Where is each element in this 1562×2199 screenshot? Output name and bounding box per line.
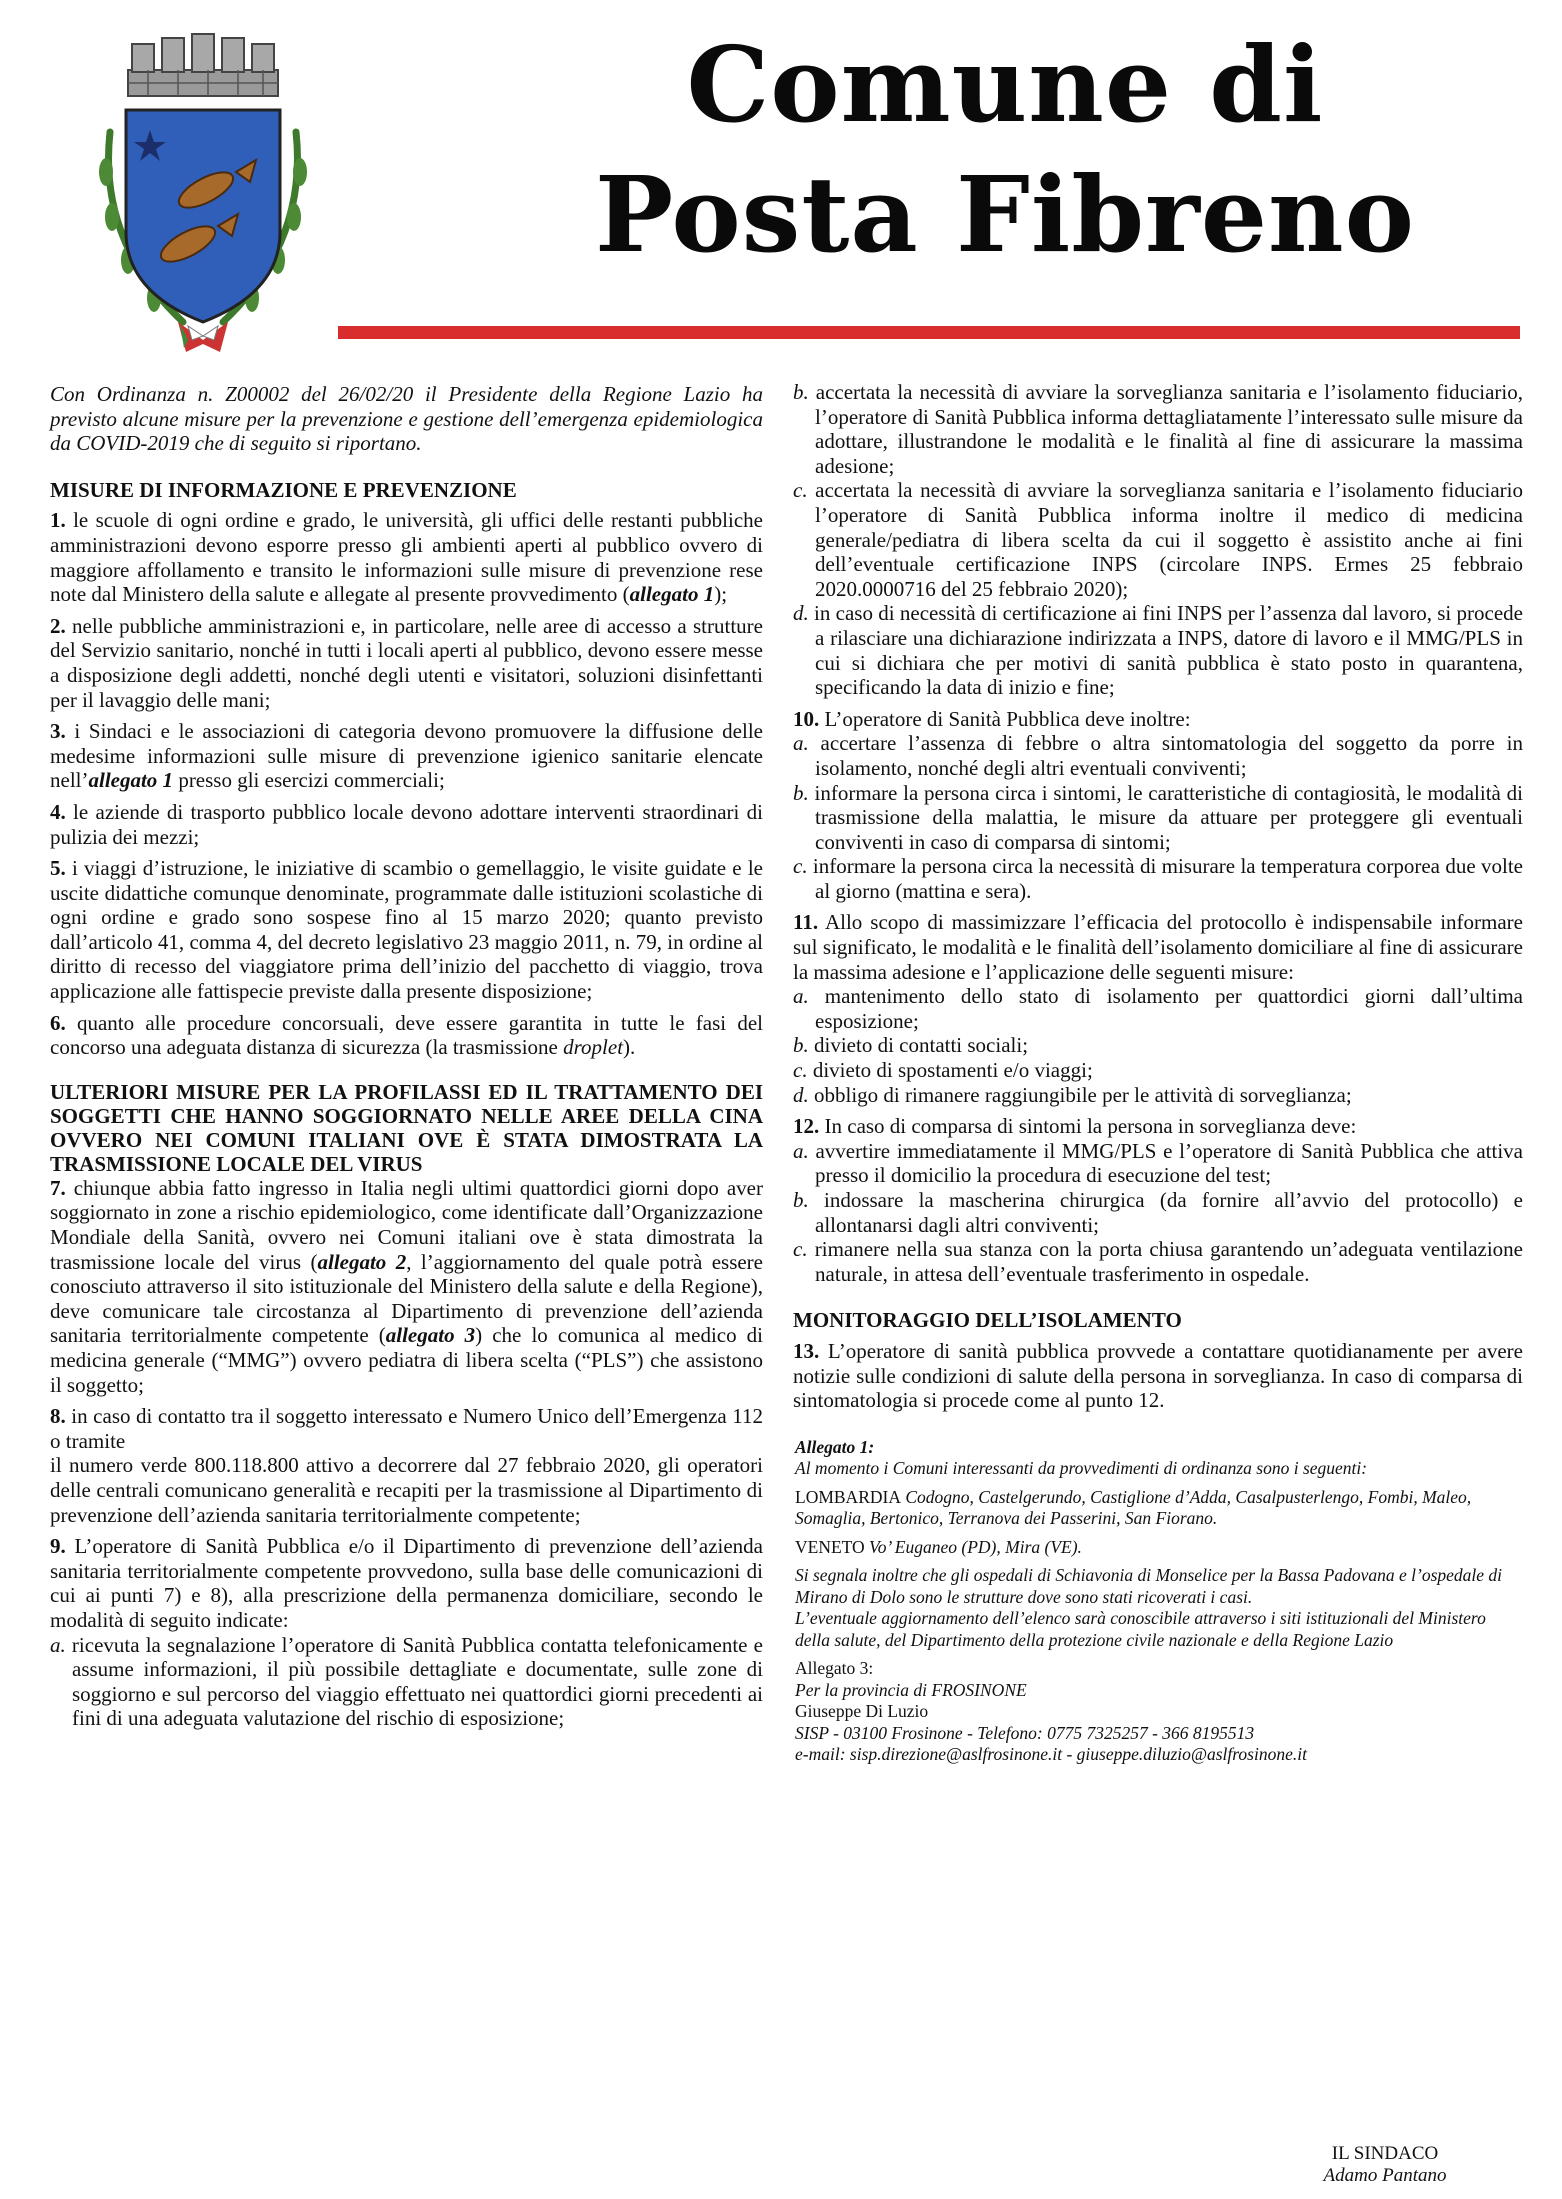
measure-12a: a. avvertire immediatamente il MMG/PLS e l’operatore di Sanità Pubblica che attiva presso il domicilio la procedura di esecuzione del test; bbox=[793, 1138, 1523, 1188]
measure-3: 3. i Sindaci e le associazioni di categoria devono promuovere la diffusione delle medesime informazioni sulle misure di prevenzione igienico sanitarie elencate nell’allegato 1 presso gli esercizi commerciali; bbox=[50, 719, 763, 793]
measure-11d: d. obbligo di rimanere raggiungibile per le attività di sorveglianza; bbox=[793, 1082, 1352, 1107]
allegato-1-note-1: Si segnala inoltre che gli ospedali di Schiavonia di Monselice per la Bassa Padovana e l’ospedale di Mirano di Dolo sono le strutture dove sono stati ricoverati i casi. bbox=[795, 1565, 1503, 1607]
tricolor-ribbon-icon bbox=[178, 322, 228, 352]
measure-10: 10. L’operatore di Sanità Pubblica deve inoltre: bbox=[793, 706, 1191, 731]
measure-11b: b. divieto di contatti sociali; bbox=[793, 1033, 1029, 1058]
measure-1: 1. le scuole di ogni ordine e grado, le università, gli uffici delle restanti pubbliche amministrazioni devono esporre presso gli ambienti aperti al pubblico ovvero di maggiore affollamento e transito le informazioni sulle misure di prevenzione rese note dal Ministero della salute e allegate al presente provvedimento (allegato 1); bbox=[50, 508, 763, 607]
allegato-1-veneto: VENETO Vo’ Euganeo (PD), Mira (VE). bbox=[795, 1536, 1082, 1557]
measure-9c: c. accertata la necessità di avviare la sorveglianza sanitaria e l’isolamento fiduciario l’operatore di Sanità Pubblica informa inoltre il medico di medicina generale/pediatra di libera scelta da cui il soggetto è assistito anche ai fini dell’eventuale certificazione INPS (circolare INPS. Ermes 25 febbraio 2020.0000716 del 25 febbraio 2020); bbox=[793, 478, 1523, 601]
right-column bbox=[793, 380, 1523, 1773]
measure-12: 12. In caso di comparsa di sintomi la persona in sorveglianza deve: bbox=[793, 1114, 1357, 1139]
crown-icon bbox=[128, 34, 278, 96]
measure-10c: c. informare la persona circa la necessità di misurare la temperatura corporea due volte al giorno (mattina e sera). bbox=[793, 854, 1523, 903]
measure-9a: a. ricevuta la segnalazione l’operatore di Sanità Pubblica contatta telefonicamente e assume informazioni, il più possibile dettagliate e documentate, sulle zone di soggiorno e sul percorso del viaggio effettuato nei quattordici giorni precedenti ai fini di una adeguata valutazione del rischio di esposizione; bbox=[50, 1632, 763, 1731]
allegato-3-block bbox=[793, 1658, 1523, 1766]
measure-9d: d. in caso di necessità di certificazione ai fini INPS per l’assenza dal lavoro, si procede a rilasciare una dichiarazione indirizzata a INPS, datore di lavoro e il MMG/PLS in cui si dichiara che per motivi di sanità pubblica è stato posto in quarantena, specificando la data di inizio e fine; bbox=[793, 601, 1523, 700]
section-heading-profilassi: ULTERIORI MISURE PER LA PROFILASSI ED IL TRATTAMENTO DEI SOGGETTI CHE HANNO SOGGIORNATO NELLE AREE DELLA CINA OVVERO NEI COMUNI ITALIANI OVE È STATA DIMOSTRATA LA TRASMISSIONE LOCALE DEL VIRUS bbox=[50, 1079, 763, 1176]
measure-9: 9. L’operatore di Sanità Pubblica e/o il Dipartimento di prevenzione dell’azienda sanitaria territorialmente competente provvedono, sulla base delle comunicazioni di cui ai punti 7) e 8), alla prescrizione della permanenza domiciliare, secondo le modalità di seguito indicate: bbox=[50, 1534, 763, 1632]
measure-13: 13. L’operatore di sanità pubblica provvede a contattare quotidianamente per avere notizie sulle condizioni di salute della persona in sorveglianza. In caso di comparsa di sintomatologia si procede come al punto 12. bbox=[793, 1338, 1523, 1413]
allegato-1-block bbox=[793, 1437, 1523, 1652]
section-heading-informazione: MISURE DI INFORMAZIONE E PREVENZIONE bbox=[50, 477, 517, 502]
measure-7: 7. chiunque abbia fatto ingresso in Italia negli ultimi quattordici giorni dopo aver soggiornato in zone a rischio epidemiologico, come identificate dall’Organizzazione Mondiale della Sanità, ovvero nei Comuni italiani ove è stata dimostrata la trasmissione locale del virus (allegato 2, l’aggiornamento del quale potrà essere conosciuto attraverso il sito istituzionale del Ministero della salute e della Regione), deve comunicare tale circostanza al Dipartimento di prevenzione dell’azienda sanitaria territorialmente competente (allegato 3) che lo comunica al medico di medicina generale (“MMG”) ovvero pediatra di libera scelta (“PLS”) che assistono il soggetto; bbox=[50, 1175, 764, 1397]
allegato-1-lombardia: LOMBARDIA Codogno, Castelgerundo, Castiglione d’Adda, Casalpusterlengo, Fombi, Maleo, Somaglia, Bertonico, Terranova dei Passerini, San Fiorano. bbox=[795, 1486, 1472, 1529]
measure-6: 6. quanto alle procedure concorsuali, deve essere garantita in tutte le fasi del concorso una adeguata distanza di sicurezza (la trasmissione droplet). bbox=[50, 1010, 763, 1060]
allegato-1-note-2: L’eventuale aggiornamento dell’elenco sarà conoscibile attraverso i siti istituzionali del Ministero della salute, del Dipartimento della protezione civile nazionale e della Regione Lazio bbox=[795, 1608, 1486, 1650]
allegato-3-name: Giuseppe Di Luzio bbox=[795, 1701, 929, 1722]
measure-12c: c. rimanere nella sua stanza con la porta chiusa garantendo un’adeguata ventilazione naturale, in attesa dell’eventuale trasferimento in ospedale. bbox=[793, 1237, 1523, 1286]
measure-12b: b. indossare la mascherina chirurgica (da fornire all’avvio del protocollo) e allontanarsi dagli altri conviventi; bbox=[793, 1188, 1523, 1237]
signature-name: Adamo Pantano bbox=[1323, 2165, 1447, 2186]
allegato-1-intro: Al momento i Comuni interessanti da provvedimenti di ordinanza sono i seguenti: bbox=[795, 1458, 1368, 1479]
measure-11a: a. mantenimento dello stato di isolamento per quattordici giorni dall’ultima esposizione; bbox=[793, 984, 1523, 1033]
measure-5: 5. i viaggi d’istruzione, le iniziative di scambio o gemellaggio, le visite guidate e le uscite didattiche comunque denominate, programmate dalle istituzioni scolastiche di ogni ordine e grado sono sospese fino al 15 marzo 2020; quanto previsto dall’articolo 41, comma 4, del decreto legislativo 23 maggio 2011, n. 79, in ordine al diritto di recesso del viaggiatore prima dell’inizio del pacchetto di viaggio, trova applicazione alle fattispecie previste dalla presente disposizione; bbox=[50, 856, 763, 1004]
measure-4: 4. le aziende di trasporto pubblico locale devono adottare interventi straordinari di pulizia dei mezzi; bbox=[50, 799, 763, 849]
title-line-1: Comune di bbox=[686, 23, 1324, 146]
municipal-coat-of-arms bbox=[88, 22, 318, 357]
section-heading-monitoraggio: MONITORAGGIO DELL’ISOLAMENTO bbox=[793, 1308, 1182, 1333]
page-title bbox=[480, 20, 1530, 280]
signature-block bbox=[1290, 2143, 1480, 2187]
measure-8-cont: il numero verde 800.118.800 attivo a decorrere dal 27 febbraio 2020, gli operatori delle centrali comunicano generalità e recapiti per la trasmissione al Dipartimento di prevenzione dell’azienda sanitaria territorialmente competente; bbox=[50, 1453, 763, 1527]
measure-10b: b. informare la persona circa i sintomi, le caratteristiche di contagiosità, le modalità di trasmissione della malattia, le misure da attuare per proteggere gli eventuali conviventi in caso di comparsa di sintomi; bbox=[793, 780, 1523, 854]
allegato-3-email: e-mail: sisp.direzione@aslfrosinone.it - giuseppe.diluzio@aslfrosinone.it bbox=[795, 1744, 1307, 1765]
signature-role: IL SINDACO bbox=[1331, 2143, 1439, 2164]
measure-2: 2. nelle pubbliche amministrazioni e, in particolare, nelle aree di accesso a strutture del Servizio sanitario, nonché in tutti i locali aperti al pubblico, devono essere messe a disposizione degli addetti, nonché degli utenti e visitatori, soluzioni disinfettanti per il lavaggio delle mani; bbox=[50, 613, 763, 712]
allegato-3-contact: SISP - 03100 Frosinone - Telefono: 0775 7325257 - 366 8195513 bbox=[795, 1722, 1255, 1743]
allegato-3-title: Allegato 3: bbox=[795, 1658, 874, 1679]
measure-9b: b. accertata la necessità di avviare la sorveglianza sanitaria e l’isolamento fiduciario, l’operatore di Sanità Pubblica informa dettagliatamente l’interessato sulle misure da adottare, illustrandone le modalità e le finalità al fine di assicurare la massima adesione; bbox=[793, 380, 1523, 478]
measure-11c: c. divieto di spostamenti e/o viaggi; bbox=[793, 1058, 1093, 1083]
red-divider-bar bbox=[338, 326, 1520, 339]
title-line-2: Posta Fibreno bbox=[595, 153, 1415, 276]
left-column bbox=[50, 382, 763, 1731]
measure-10a: a. accertare l’assenza di febbre o altra sintomatologia del soggetto da porre in isolamento, nonché degli altri eventuali conviventi; bbox=[793, 731, 1523, 780]
allegato-3-province: Per la provincia di FROSINONE bbox=[795, 1679, 1027, 1700]
allegato-1-title: Allegato 1: bbox=[795, 1436, 875, 1457]
intro-text: Con Ordinanza n. Z00002 del 26/02/20 il Presidente della Regione Lazio ha previsto alcune misure per la prevenzione e gestione dell’emergenza epidemiologica da COVID-2019 che di seguito si riportano. bbox=[50, 382, 763, 456]
measure-8: 8. in caso di contatto tra il soggetto interessato e Numero Unico dell’Emergenza 112 o tramite bbox=[50, 1404, 763, 1453]
measure-11: 11. Allo scopo di massimizzare l’efficacia del protocollo è indispensabile informare sul significato, le modalità e le finalità dell’isolamento domiciliare al fine di assicurare la massima adesione e l’applicazione delle seguenti misure: bbox=[793, 910, 1523, 984]
